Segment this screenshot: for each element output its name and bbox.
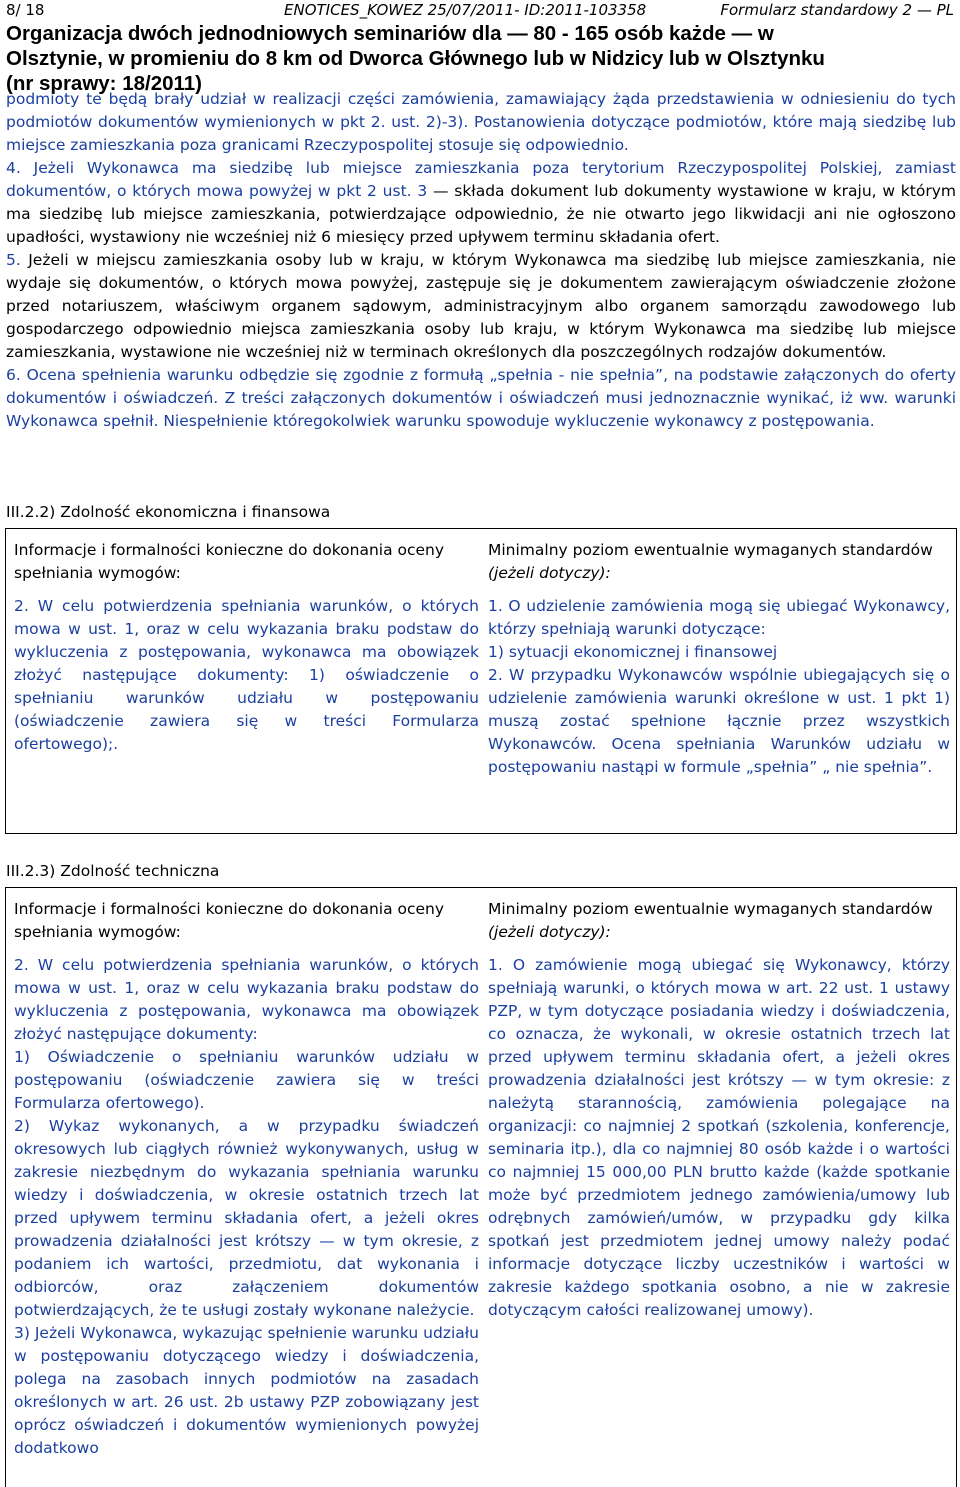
p2-text: — składa dokument lub dokumenty wystawione w kraju, w którym ma siedzibę lub miejsce zamieszkania, potwierdzające odpowiednio, że nie otwarto jego likwidacji ani nie ogłoszono upadłości, wystawiony nie wcześniej niż 6 miesięcy przed upływem terminu składania ofert. [6,182,956,246]
technical-right-column [488,898,950,1322]
economic-right-note: (jeżeli dotyczy): [488,564,611,582]
economic-right-p2: 1) sytuacji ekonomicznej i finansowej [488,643,778,661]
section-heading-technical: III.2.3) Zdolność techniczna [6,862,220,880]
economic-right-column [488,539,950,779]
page-number: 8/ 18 [6,1,45,19]
economic-right-p1: 1. O udzielenie zamówienia mogą się ubiegać Wykonawcy, którzy spełniają warunki dotyczące: [488,597,950,638]
technical-right-lead: Minimalny poziom ewentualnie wymaganych standardów [488,900,933,918]
p2-number: 4. [6,159,21,177]
document-title [6,21,956,95]
intro-p1-text: podmioty te będą brały udział w realizacji części zamówienia, zamawiający żąda przedstawienia w odniesieniu do tych podmiotów dokumentów wymienionych w pkt 2. ust. 2)-3). Postanowienia dotyczące podmiotów, które mają siedzibę lub miejsce zamieszkania poza granicami Rzeczypospolitej stosuje się odpowiednio. [6,90,956,154]
technical-left-p2: 1) Oświadczenie o spełnianiu warunków udziału w postępowaniu (oświadczenie zawiera się w treści Formularza ofertowego). [14,1048,479,1112]
form-name: Formularz standardowy 2 — PL [720,1,954,19]
technical-left-p1: 2. W celu potwierdzenia spełniania warunków, o których mowa w ust. 1, oraz w celu wykazania braku podstaw do wykluczenia z postępowania, wykonawca ma obowiązek złożyć następujące dokumenty: [14,956,479,1043]
technical-left-p3: 2) Wykaz wykonanych, a w przypadku świadczeń okresowych lub ciągłych również wykonywanych, usług w zakresie niezbędnym do wykazania spełniania warunku wiedzy i doświadczenia, w okresie ostatnich trzech lat przed upływem terminu składania ofert, a jeżeli okres prowadzenia działalności jest krótszy — w tym okresie, z podaniem ich wartości, przedmiotu, dat wykonania i odbiorców, oraz załączeniem dokumentów potwierdzających, że te usługi zostały wykonane należycie. [14,1117,479,1319]
p3-text: Jeżeli w miejscu zamieszkania osoby lub w kraju, w którym Wykonawca ma siedzibę lub miejsce zamieszkania, nie wydaje się dokumentów, o których mowa powyżej, zastępuje się je dokumentem zawierającym oświadczenie złożone przed notariuszem, właściwym organem sądowym, administracyjnym albo organem samorządu zawodowego lub gospodarczego odpowiednio miejsca zamieszkania osoby lub kraju, w którym Wykonawca ma siedzibę lub miejsce zamieszkania, wystawione nie wcześniej niż w terminach określonych dla poszczególnych rodzajów dokumentów. [6,251,956,361]
technical-left-p4: 3) Jeżeli Wykonawca, wykazując spełnienie warunku udziału w postępowaniu dotyczącego wiedzy i doświadczenia, polega na zasobach innych podmiotów na zasadach określonych w art. 26 ust. 2b ustawy PZP zobowiązany jest oprócz oświadczeń i dokumentów wymienionych powyżej dodatkowo [14,1324,479,1457]
intro-paragraph-3 [6,249,956,364]
economic-left-body: 2. W celu potwierdzenia spełniania warunków, o których mowa w ust. 1, oraz w celu wykazania braku podstaw do wykluczenia z postępowania, wykonawca ma obowiązek złożyć następujące dokumenty: 1) oświadczenie o spełnianiu warunków udziału w postępowaniu (oświadczenie zawiera się w treści Formularza ofertowego);. [14,597,479,753]
page-header [6,0,954,20]
economic-right-lead: Minimalny poziom ewentualnie wymaganych standardów [488,541,933,559]
p2-text-blue: Jeżeli Wykonawca ma siedzibę lub miejsce zamieszkania poza terytorium Rzeczypospolitej Polskiej, zamiast dokumentów, o których mowa powyżej w pkt 2 ust. 3 [6,159,956,200]
economic-left-column [14,539,479,756]
intro-paragraph-4 [6,364,956,433]
technical-left-lead: Informacje i formalności konieczne do dokonania oceny spełniania wymogów: [14,900,445,941]
title-line-3: (nr sprawy: 18/2011) [6,72,202,95]
title-line-2: Olsztynie, w promieniu do 8 km od Dworca Głównego lub w Nidzicy lub w Olsztynku [6,47,825,70]
intro-paragraph-1 [6,88,956,157]
technical-left-column [14,898,479,1460]
economic-right-p3: 2. W przypadku Wykonawców wspólnie ubiegających się o udzielenie zamówienia warunki określone w ust. 1 pkt 1) muszą zostać spełnione łącznie przez wszystkich Wykonawców. Ocena spełniania Warunków udziału w postępowaniu nastąpi w formule „spełnia” „ nie spełnia”. [488,666,950,776]
technical-right-note: (jeżeli dotyczy): [488,923,611,941]
p4-number: 6. [6,366,21,384]
p4-text: Ocena spełnienia warunku odbędzie się zgodnie z formułą „spełnia - nie spełnia”, na podstawie załączonych do oferty dokumentów i oświadczeń. Z treści załączonych dokumentów i oświadczeń musi jednoznacznie wynikać, iż ww. warunki Wykonawca spełnił. Niespełnienie któregokolwiek warunku spowoduje wykluczenie wykonawcy z postępowania. [6,366,956,430]
technical-table [5,887,957,1487]
notice-reference: ENOTICES_KOWEZ 25/07/2011- ID:2011-103358 [284,1,647,19]
technical-right-p1: 1. O zamówienie mogą ubiegać się Wykonawcy, którzy spełniają warunki, o których mowa w art. 22 ust. 1 ustawy PZP, w tym dotyczące posiadania wiedzy i doświadczenia, co oznacza, że wykonali, w okresie ostatnich trzech lat przed upływem terminu składania ofert, a jeżeli okres prowadzenia działalności jest krótszy — w tym okresie: z należytą starannością, zamówienia polegające na organizacji: co najmniej 2 spotkań (szkolenia, konferencje, seminaria itp.), dla co najmniej 80 osób każde i o wartości co najmniej 15 000,00 PLN brutto każde (każde spotkanie może być przedmiotem jednego zamówienia/umowy lub odrębnych zamówień/umów, w przypadku gdy kilka spotkań jest przedmiotem jednej umowy należy podać informacje dotyczące liczby uczestników i wartości w zakresie każdego spotkania osobno, a nie w zakresie dotyczącym całości realizowanej umowy). [488,956,950,1319]
section-heading-economic: III.2.2) Zdolność ekonomiczna i finansowa [6,503,331,521]
economic-table [5,528,957,834]
intro-text [6,88,956,433]
economic-left-lead: Informacje i formalności konieczne do dokonania oceny spełniania wymogów: [14,541,445,582]
title-line-1: Organizacja dwóch jednodniowych seminariów dla — 80 - 165 osób każde — w [6,22,774,45]
p3-number: 5. [6,251,21,269]
intro-paragraph-2 [6,157,956,249]
